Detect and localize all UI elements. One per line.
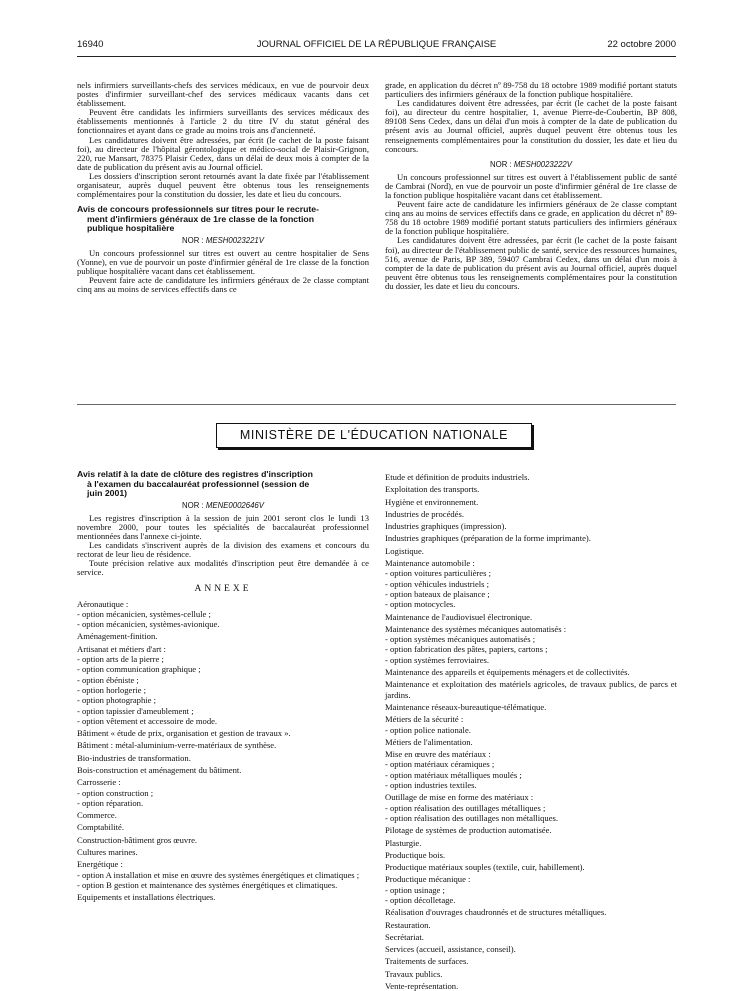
page-header [77, 39, 676, 55]
annexe-list-item: Métiers de la sécurité : [385, 714, 464, 725]
annexe-list-item: Cultures marines. [77, 847, 138, 858]
annexe-list-item: Bois-construction et aménagement du bâtiment. [77, 764, 242, 775]
annexe-list-item: Travaux publics. [385, 968, 443, 979]
annexe-heading: ANNEXE [194, 584, 252, 595]
annexe-list-item: Exploitation des transports. [385, 484, 480, 495]
annexe-list-item: Restauration. [385, 919, 431, 930]
annexe-list-item: - option A installation et mise en œuvre des systèmes énergétiques et climatiques ; [77, 869, 360, 880]
annexe-list-item: Maintenance de l'audiovisuel électronique. [385, 611, 533, 622]
column-3 [77, 470, 369, 903]
annexe-list-item: - option police nationale. [385, 724, 471, 735]
annexe-list-item: Pilotage de systèmes de production automatisée. [385, 825, 552, 836]
annexe-list-item: Artisanat et métiers d'art : [77, 643, 166, 654]
annexe-list-item: Bâtiment « étude de prix, organisation et gestion de travaux ». [77, 728, 291, 739]
annexe-list-item: Construction-bâtiment gros œuvre. [77, 834, 198, 845]
annexe-list-item: Mise en œuvre des matériaux : [385, 749, 491, 760]
annexe-list-item: - option vêtement et accessoire de mode. [77, 715, 218, 726]
annexe-list-item: Traitements de surfaces. [385, 956, 469, 967]
annexe-list-item: - option arts de la pierre ; [77, 654, 164, 665]
nor-reference [385, 160, 677, 170]
article-title [77, 205, 369, 234]
column-4 [385, 470, 677, 991]
paragraph: Les registres d'inscription à la session de juin 2001 seront clos le lundi 13 novembre 2000, pour toutes les spécialités de baccalauréat professionnel mentionnées dans l'annexe ci-jointe. [77, 512, 369, 541]
annexe-list-item: Maintenance automobile : [385, 558, 475, 569]
article-title-line: ment d'infirmiers généraux de 1re classe de la fonction [87, 213, 315, 224]
annexe-list-item: - option réalisation des outillages métalliques ; [385, 802, 546, 813]
annexe-list-item: - option décolletage. [385, 894, 456, 905]
annexe-list-item: - option motocycles. [385, 599, 456, 610]
page-number: 16940 [77, 39, 104, 50]
annexe-list-item: - option mécanicien, systèmes-avionique. [77, 619, 220, 630]
annexe-list-item: - option photographie ; [77, 695, 157, 706]
annexe-list-item: Aéronautique : [77, 598, 129, 609]
annexe-list-item: - option B gestion et maintenance des systèmes énergétiques et climatiques. [77, 879, 338, 890]
annexe-list-item: Maintenance des appareils et équipements ménagers et de collectivités. [385, 667, 630, 678]
nor-label: NOR : [490, 159, 512, 169]
paragraph: Les candidats s'inscrivent auprès de la division des examens et concours du rectorat de leur lieu de résidence. [77, 540, 369, 560]
annexe-list-item: - option usinage ; [385, 884, 445, 895]
annexe-list-item: - option systèmes ferroviaires. [385, 654, 490, 665]
article-title-line: à l'examen du baccalauréat professionnel (session de [87, 478, 310, 489]
annexe-list-item: Etude et définition de produits industriels. [385, 472, 530, 482]
annexe-list-item: Energétique : [77, 859, 123, 870]
annexe-list-item: Logistique. [385, 545, 424, 556]
section-separator [77, 404, 676, 405]
annexe-list-item: - option horlogerie ; [77, 684, 146, 695]
annexe-list-item: - option réparation. [77, 797, 144, 808]
annexe-list-item: Hygiène et environnement. [385, 496, 479, 507]
annexe-list-item: - option bateaux de plaisance ; [385, 588, 490, 599]
annexe-list-item: - option systèmes mécaniques automatisés ; [385, 634, 536, 645]
column-2 [385, 81, 677, 291]
paragraph: Peuvent faire acte de candidature les infirmiers généraux de 2e classe comptant cinq ans au moins de services effectifs dans ce [77, 275, 369, 295]
paragraph: Peuvent être candidats les infirmiers surveillants des services médicaux des établissements mentionnés à l'article 2 du titre IV du statut général des fonctionnaires et ayant dans ce grade au moins trois ans d'ancienneté. [77, 107, 369, 136]
annexe-list-item: Aménagement-finition. [77, 631, 158, 642]
paragraph: Les candidatures doivent être adressées, par écrit (le cachet de la poste faisant foi), au directeur du centre hospitalier, 1, avenue Pierre-de-Coubertin, BP 808, 89108 Sens Cedex, dans un délai d'un mois à compter de la date de publication du présent avis au Journal officiel, auprès duquel peuvent être obtenus tous les renseignements complémentaires pour la constitution du dossier, les date et lieu du concours. [385, 98, 677, 154]
nor-reference [77, 236, 369, 246]
header-rule [77, 56, 676, 57]
nor-label: NOR : [182, 236, 204, 245]
annexe-list-item: - option réalisation des outillages non métalliques. [385, 812, 559, 823]
ministry-heading: MINISTÈRE DE L'ÉDUCATION NATIONALE [216, 423, 532, 448]
annexe-list-item: Commerce. [77, 810, 117, 821]
annexe-list-item: - option mécanicien, systèmes-cellule ; [77, 608, 211, 619]
annexe-list-item: - option communication graphique ; [77, 664, 201, 675]
annexe-list-item: Bâtiment : métal-aluminium-verre-matériaux de synthèse. [77, 740, 277, 751]
article-title-line: publique hospitalière [87, 223, 175, 234]
issue-date: 22 octobre 2000 [607, 39, 676, 50]
article-title-line: Avis relatif à la date de clôture des registres d'inscription [77, 469, 313, 479]
annexe-list-item: Secrétariat. [385, 931, 424, 942]
annexe-list-item: - option voitures particulières ; [385, 568, 491, 579]
journal-title: JOURNAL OFFICIEL DE LA RÉPUBLIQUE FRANÇAISE [256, 39, 497, 50]
paragraph: grade, en application du décret nº 89-758 du 18 octobre 1989 modifié portant statuts particuliers des infirmiers généraux de la fonction publique hospitalière. [385, 80, 677, 100]
annexe-list-item: Equipements et installations électriques. [77, 892, 216, 903]
column-1 [77, 81, 369, 294]
nor-label: NOR : [182, 500, 204, 510]
annexe-list-item: - option tapissier d'ameublement ; [77, 705, 194, 716]
paragraph: Un concours professionnel sur titres est ouvert au centre hospitalier de Sens (Yonne), en vue de pourvoir un poste d'infirmier général de 1re classe de la fonction publique hospitalière vacant dans cet établissement. [77, 248, 369, 277]
annexe-list-part-1 [77, 599, 369, 903]
annexe-list-item: - option matériaux céramiques ; [385, 759, 495, 770]
nor-code: MENE0002646V [205, 500, 264, 510]
annexe-list-item: - option véhicules industriels ; [385, 578, 490, 589]
annexe-list-item: - option ébéniste ; [77, 674, 139, 685]
annexe-list-item: Outillage de mise en forme des matériaux : [385, 792, 534, 803]
annexe-list-item: Industries graphiques (impression). [385, 521, 507, 532]
nor-reference [77, 501, 369, 511]
annexe-list-item: Bio-industries de transformation. [77, 752, 191, 763]
article-title-line: juin 2001) [87, 488, 128, 499]
nor-code: MESH0023221V [205, 236, 264, 245]
annexe-list-item: Comptabilité. [77, 822, 125, 833]
annexe-list-item: Carrosserie : [77, 777, 121, 788]
article-title-line: Avis de concours professionnels sur titres pour le recrute- [77, 204, 320, 215]
annexe-list-item: - option fabrication des pâtes, papiers, cartons ; [385, 644, 548, 655]
annexe-list-item: Productique matériaux souples (textile, cuir, habillement). [385, 862, 585, 873]
annexe-list-item: Industries graphiques (préparation de la forme imprimante). [385, 533, 591, 544]
article-title [77, 470, 369, 499]
annexe-list-item: Métiers de l'alimentation. [385, 736, 473, 747]
paragraph: Toute précision relative aux modalités d'inscription peut être demandée à ce service. [77, 558, 369, 578]
paragraph: Les dossiers d'inscription seront retournés avant la date fixée par l'établissement organisateur, auprès duquel peuvent être obtenus tous les renseignements complémentaires pour la constitution du dossier, les date et lieu du concours. [77, 170, 369, 200]
annexe-list-item: Vente-représentation. [385, 981, 459, 991]
annexe-list-item: Industries de procédés. [385, 508, 464, 519]
annexe-list-item: Maintenance et exploitation des matériels agricoles, de travaux publics, de parcs et jardins. [385, 679, 677, 700]
annexe-list-item: Productique bois. [385, 849, 446, 860]
paragraph: Les candidatures doivent être adressées, par écrit (le cachet de la poste faisant foi), au directeur de l'établissement public de santé, service des ressources humaines, 516, avenue de Paris, BP 389, 59407 Cambrai Cedex, dans un délai d'un mois à compter de la date de publication du présent avis au Journal officiel, auprès duquel peuvent être obtenus tous les renseignements complémentaires pour la constitution du dossier, les date et lieu du concours. [385, 235, 677, 291]
annexe-list-item: - option matériaux métalliques moulés ; [385, 769, 522, 780]
annexe-list-item: Réalisation d'ouvrages chaudronnés et de structures métalliques. [385, 907, 607, 918]
annexe-list-item: - option construction ; [77, 787, 154, 798]
paragraph: Peuvent faire acte de candidature les infirmiers généraux de 2e classe comptant cinq ans au moins de services effectifs dans ce grade, en application du décret nº 89-758 du 18 octobre 1989 modifié portant statuts particuliers des infirmiers généraux de la fonction publique hospitalière. [385, 199, 677, 237]
paragraph: Un concours professionnel sur titres est ouvert à l'établissement public de santé de Cambrai (Nord), en vue de pourvoir un poste d'infirmier général de 1re classe de la fonction publique hospitalière vacant dans cet établissement. [385, 171, 677, 200]
nor-code: MESH0023222V [513, 159, 572, 169]
annexe-list-item: Productique mécanique : [385, 874, 471, 885]
annexe-list-part-2 [385, 472, 677, 991]
paragraph: nels infirmiers surveillants-chefs des services médicaux, en vue de pourvoir deux postes d'infirmier surveillant-chef des services médicaux vacants dans cet établissement. [77, 80, 369, 109]
annexe-list-item: Maintenance des systèmes mécaniques automatisés : [385, 623, 567, 634]
paragraph: Les candidatures doivent être adressées, par écrit (le cachet de la poste faisant foi), au directeur de l'hôpital gérontologique et médico-social de Plaisir-Grignon, 220, rue Mansart, 78375 Plaisir Cedex, dans un délai de deux mois à compter de la date de publication du présent avis au Journal officiel. [77, 134, 369, 172]
annexe-list-item: Maintenance réseaux-bureautique-télématique. [385, 701, 547, 712]
annexe-list-item: Plasturgie. [385, 837, 422, 848]
annexe-list-item: - option industries textiles. [385, 780, 477, 791]
annexe-list-item: Services (accueil, assistance, conseil). [385, 944, 516, 955]
